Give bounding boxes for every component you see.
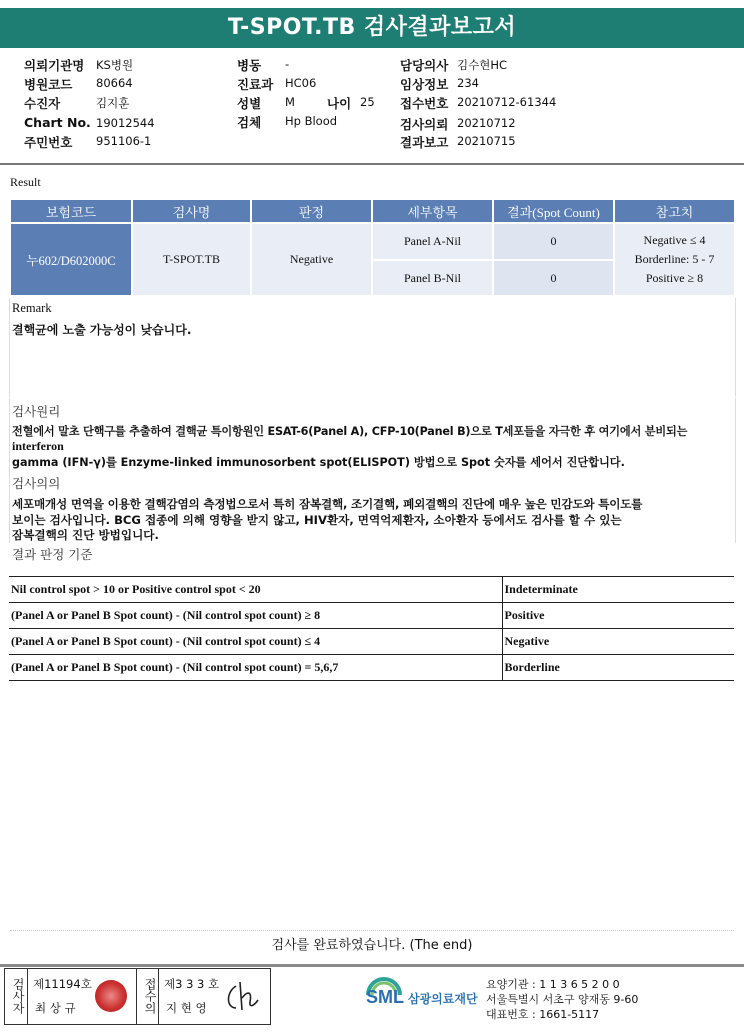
principle-line-1: 전혈에서 말초 단핵구를 추출하여 결핵균 특이항원인 ESAT-6(Panel A), CFP-10(Panel B)으로 T세포들을 자극한 후 여기에서 분비되는: [12, 425, 688, 438]
reference-cell: [614, 223, 735, 296]
significance-line-2: 보이는 검사입니다. BCG 접종에 의해 영향을 받지 않고, HIV환자, 면역억제환자, 소아환자 등에서도 검사를 할 수 있는: [12, 513, 622, 527]
hospital-name-label: 의뢰기관명: [24, 58, 85, 73]
result-header-row: [10, 199, 735, 223]
chart-no-label: Chart No.: [24, 115, 91, 130]
clinical-info-label: 임상정보: [400, 77, 449, 92]
specimen-value: Hp Blood: [285, 114, 338, 128]
result-table: [9, 198, 736, 297]
insurance-code-cell: 누602/D602000C: [10, 223, 132, 296]
stamp-divider: [158, 968, 159, 1024]
receipt-no-value: 20210712-61344: [457, 95, 557, 109]
stamp-divider: [27, 968, 28, 1024]
principle-line-2: interferon: [12, 439, 64, 453]
col-spot-count: 결과(Spot Count): [493, 199, 614, 223]
resident-no-label: 주민번호: [24, 135, 73, 150]
table-row: [9, 603, 734, 629]
remark-box: [9, 298, 736, 397]
footer-divider: [0, 964, 744, 967]
criteria-result: Positive: [502, 603, 734, 629]
test-name-cell: T-SPOT.TB: [132, 223, 251, 296]
spot-count-cell: 0: [493, 260, 614, 296]
physician-value: 김수현HC: [457, 58, 508, 72]
org-name: 삼광의료재단: [408, 992, 478, 1006]
col-judgement: 판정: [251, 199, 372, 223]
col-reference: 참고치: [614, 199, 735, 223]
table-row: [9, 655, 734, 681]
signature-icon: [222, 978, 262, 1016]
col-test-name: 검사명: [132, 199, 251, 223]
table-row: [9, 577, 734, 603]
sex-value: M: [285, 95, 295, 109]
age-value: 25: [360, 95, 375, 109]
end-text-label: 검사를 완료하였습니다. (The end): [271, 938, 473, 953]
principle-line-3: gamma (IFN-γ)를 Enzyme-linked immunosorbent spot(ELISPOT) 방법으로 Spot 숫자를 세어서 진단합니다.: [12, 456, 625, 469]
criteria-label: 결과 판정 기준: [12, 547, 93, 562]
remark-text: 결핵균에 노출 가능성이 낮습니다.: [12, 323, 192, 337]
org-phone: 대표번호 : 1661-5117: [486, 1008, 600, 1021]
receipt-no-label: 접수번호: [400, 96, 449, 111]
ward-value: -: [285, 57, 290, 71]
end-divider: [10, 930, 734, 932]
department-value: HC06: [285, 76, 317, 90]
report-date-label: 결과보고: [400, 135, 449, 150]
criteria-condition: (Panel A or Panel B Spot count) - (Nil control spot count) = 5,6,7: [9, 655, 502, 681]
detail-item-cell: Panel B-Nil: [372, 260, 493, 296]
criteria-condition: (Panel A or Panel B Spot count) - (Nil control spot count) ≤ 4: [9, 629, 502, 655]
hospital-code-label: 병원코드: [24, 77, 73, 92]
judgement-cell: Negative: [251, 223, 372, 296]
approver-license-no: 제3 3 3 호: [164, 977, 220, 991]
table-row: [9, 629, 734, 655]
examiner-license-no: 제11194호: [33, 977, 92, 991]
criteria-condition: Nil control spot > 10 or Positive control spot < 20: [9, 577, 502, 603]
approver-label: 접수의: [143, 978, 157, 1014]
patient-name-label: 수진자: [24, 96, 61, 111]
org-address: 서울특별시 서초구 양재동 9-60: [486, 993, 639, 1006]
reference-positive: Positive ≥ 8: [645, 271, 704, 285]
chart-no-value: 19012544: [96, 116, 155, 130]
header-divider: [0, 163, 744, 165]
patient-name-value: 김지훈: [96, 96, 130, 110]
physician-label: 담당의사: [400, 58, 449, 73]
hospital-code-value: 80664: [96, 76, 133, 90]
specimen-label: 검체: [237, 115, 262, 130]
result-section-label: Result: [10, 175, 41, 189]
resident-no-value: 951106-1: [96, 134, 152, 148]
criteria-condition: (Panel A or Panel B Spot count) - (Nil control spot count) ≥ 8: [9, 603, 502, 629]
spot-count-cell: 0: [493, 223, 614, 260]
detail-item-cell: Panel A-Nil: [372, 223, 493, 260]
approver-name: 지 현 영: [166, 1001, 207, 1015]
criteria-result: Indeterminate: [502, 577, 734, 603]
significance-label: 검사의의: [12, 476, 61, 491]
table-row: [10, 223, 735, 260]
criteria-table: [9, 576, 734, 681]
criteria-result: Borderline: [502, 655, 734, 681]
seal-icon: [95, 980, 127, 1012]
significance-line-3: 잠복결핵의 진단 방법입니다.: [12, 528, 159, 542]
report-date-value: 20210715: [457, 134, 516, 148]
clinical-info-value: 234: [457, 76, 479, 90]
hospital-name-value: KS병원: [96, 58, 134, 72]
reference-borderline: Borderline: 5 - 7: [634, 252, 715, 266]
ward-label: 병동: [237, 58, 262, 73]
request-date-label: 검사의뢰: [400, 117, 449, 132]
report-title: T-SPOT.TB 검사결과보고서: [0, 8, 744, 48]
request-date-value: 20210712: [457, 116, 516, 130]
criteria-result: Negative: [502, 629, 734, 655]
remark-label: Remark: [12, 301, 52, 315]
principle-label: 검사원리: [12, 404, 61, 419]
sex-label: 성별: [237, 96, 262, 111]
col-detail-item: 세부항목: [372, 199, 493, 223]
org-code: 요양기관 : 1 1 3 6 5 2 0 0: [486, 978, 620, 991]
examiner-name: 최 상 규: [35, 1001, 76, 1015]
age-label: 나이: [327, 96, 352, 111]
col-insurance-code: 보험코드: [10, 199, 132, 223]
significance-line-1: 세포매개성 면역을 이용한 결핵감염의 측정법으로서 특히 잠복결핵, 조기결핵, 폐외결핵의 진단에 매우 높은 민감도와 특이도를: [12, 497, 643, 511]
examiner-label: 검사자: [11, 978, 25, 1014]
reference-negative: Negative ≤ 4: [643, 233, 706, 247]
department-label: 진료과: [237, 77, 274, 92]
end-text: [0, 934, 744, 953]
sml-logo-text: SML: [366, 987, 404, 1007]
